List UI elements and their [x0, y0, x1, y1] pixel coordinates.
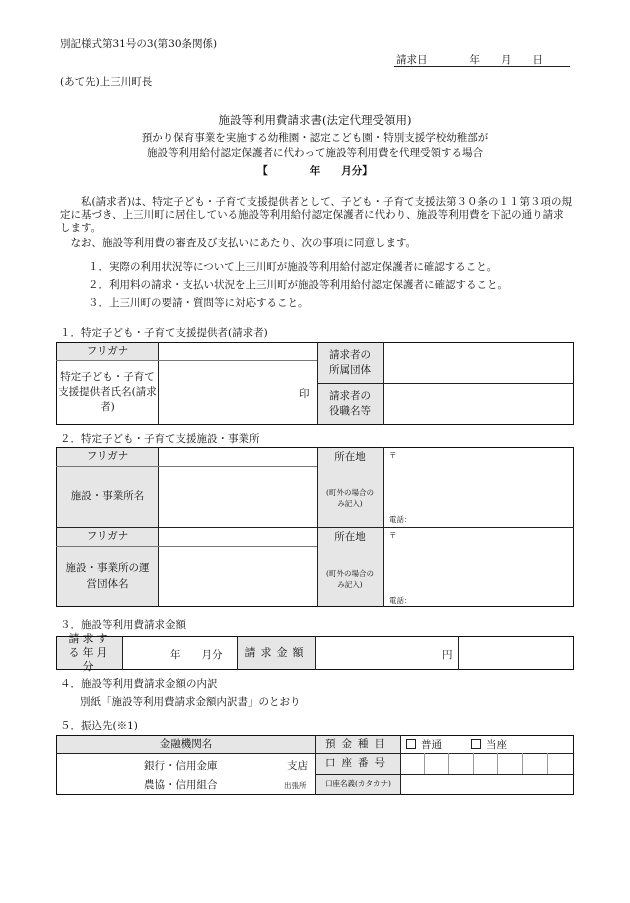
facility-furigana-input[interactable]	[159, 448, 316, 466]
phone-label-1: 電話：	[389, 515, 412, 524]
address-note-1: (町外の場合のみ記入)	[326, 487, 374, 508]
yen-unit: 円	[442, 649, 453, 661]
provider-name-input[interactable]	[159, 361, 295, 424]
provider-name-label: 特定子ども・子育て支援提供者氏名(請求者)	[58, 370, 157, 414]
account-holder-input[interactable]	[401, 775, 573, 794]
facility-name-input[interactable]	[159, 467, 316, 527]
address-note-2: (町外の場合のみ記入)	[326, 568, 374, 589]
deposit-type-label: 預金種目	[325, 737, 391, 750]
requester-org-input[interactable]	[384, 343, 573, 383]
address-label-2: 所在地	[334, 531, 366, 544]
agreement-3: ３．上三川町の要請・質問等に対応すること。	[88, 297, 309, 309]
address-input-1[interactable]	[400, 448, 573, 510]
operator-name-input[interactable]	[159, 547, 316, 606]
requester-title-label: 請求者の役職名等	[329, 389, 371, 417]
section4-heading: ４．施設等利用費請求金額の内訳	[60, 678, 218, 690]
subtitle-2: 施設等利用給付認定保護者に代わって施設等利用費を代理受領する場合	[147, 147, 483, 159]
account-number-label: 口座番号	[325, 757, 391, 770]
section1-heading: １．特定子ども・子育て支援提供者(請求者)	[60, 327, 268, 339]
furigana-label: フリガナ	[86, 344, 129, 357]
agreement-1: １．実際の利用状況等について上三川町が施設等利用給付認定保護者に確認すること。	[88, 261, 498, 273]
bank-name-header: 金融機関名	[159, 737, 213, 750]
account-number-input[interactable]	[401, 754, 573, 774]
operator-furigana-label: フリガナ	[86, 530, 129, 543]
subtitle-1: 預かり保育事業を実施する幼稚園・認定こども園・特別支援学校幼稚部が	[141, 132, 489, 144]
bank-type-line1: 銀行・信用金庫	[144, 760, 218, 772]
current-checkbox[interactable]	[471, 739, 481, 749]
phone-label-2: 電話：	[389, 596, 412, 605]
postal-mark-2: 〒	[389, 531, 397, 540]
breakdown-note: 別紙「施設等利用費請求金額内訳書」のとおり	[80, 696, 301, 708]
operator-furigana-input[interactable]	[159, 528, 316, 546]
billing-period: 【 年 月分】	[257, 165, 373, 177]
postal-mark-1: 〒	[389, 451, 397, 460]
form-title: 施設等利用費請求書(法定代理受領用)	[218, 113, 412, 127]
billing-amount-input[interactable]	[316, 637, 436, 669]
section3-heading: ３．施設等利用費請求金額	[60, 619, 186, 631]
sub-branch-label: 出張所	[284, 781, 307, 790]
billing-month-value[interactable]: 年 月分	[170, 649, 223, 661]
operator-name-label: 施設・事業所の運営団体名	[65, 562, 150, 590]
request-date-label: 請求日 年 月 日	[396, 54, 543, 66]
facility-name-label: 施設・事業所名	[70, 490, 145, 503]
address-input-2[interactable]	[384, 528, 573, 590]
current-option: 当座	[486, 739, 507, 751]
section2-heading: ２．特定子ども・子育て支援施設・事業所	[60, 433, 260, 445]
account-holder-label: 口座名義(カタカナ)	[325, 779, 391, 789]
body-paragraph-1: 私(請求者)は、特定子ども・子育て支援提供者として、子ども・子育て支援法第３０条の１１第３項の規定に基づき、上三川町に居住している施設等利用給付認定保護者に代わり、施設等利用費を下記の通り請求します。	[60, 196, 572, 234]
bank-type-line2: 農協・信用組合	[144, 779, 218, 791]
address-label-1: 所在地	[334, 451, 366, 464]
furigana-input[interactable]	[159, 343, 316, 360]
body-paragraph-2: なお、施設等利用費の審査及び支払いにあたり、次の事項に同意します。	[70, 237, 417, 249]
branch-label: 支店	[287, 760, 308, 772]
addressee: (あて先)上三川町長	[60, 76, 153, 88]
ordinary-option: 普通	[421, 739, 442, 751]
ordinary-checkbox[interactable]	[406, 739, 416, 749]
form-number: 別記様式第31号の3(第30条関係)	[60, 38, 218, 50]
bank-name-input[interactable]	[57, 754, 277, 794]
requester-title-input[interactable]	[384, 384, 573, 424]
requester-org-label: 請求者の所属団体	[329, 348, 371, 376]
billing-amount-label: 請求金額	[244, 646, 309, 660]
section5-heading: ５．振込先(※1)	[60, 720, 138, 732]
billing-month-label: 請求する年月分	[68, 631, 111, 674]
seal-mark: 印	[299, 388, 310, 400]
request-date-underline	[394, 66, 570, 67]
agreement-2: ２．利用料の請求・支払い状況を上三川町が施設等利用給付認定保護者に確認すること。	[88, 279, 508, 291]
facility-furigana-label: フリガナ	[86, 450, 129, 463]
